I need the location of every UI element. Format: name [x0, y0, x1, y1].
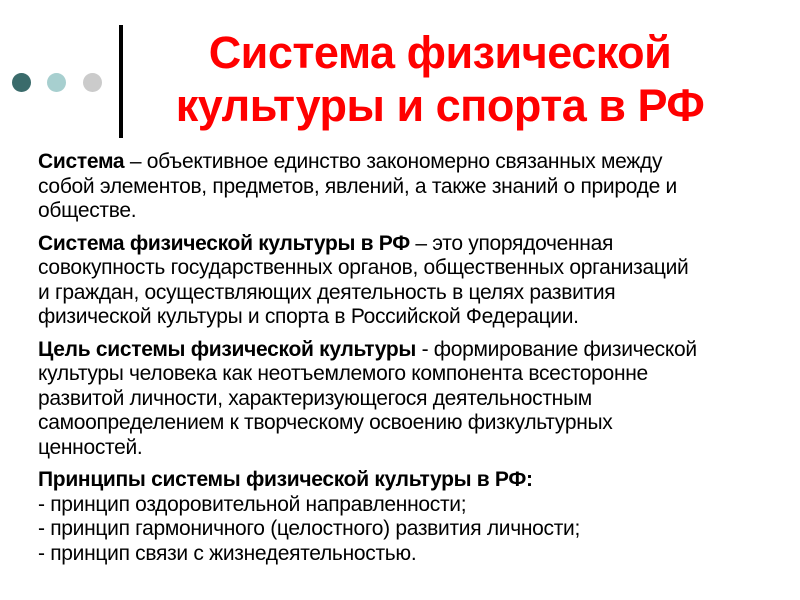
paragraph-lead-rest: – это упорядоченная [409, 231, 614, 255]
paragraph-lead-rest: - формирование физической [416, 337, 697, 361]
paragraph [38, 338, 778, 461]
page-title-line-2: культуры и спорта в РФ [175, 80, 705, 131]
paragraph-lead: Цель системы физической культуры [38, 337, 417, 361]
text-line [38, 150, 778, 175]
paragraph-lead-rest: – объективное единство закономерно связанных между [124, 150, 663, 173]
gray-dot-icon [83, 73, 102, 92]
paragraph [38, 232, 778, 330]
text-line: - принцип оздоровительной направленности; [38, 492, 467, 516]
light-teal-dot-icon [47, 73, 66, 92]
text-line: обществе. [38, 199, 137, 222]
page-title [125, 26, 755, 132]
paragraph [38, 150, 778, 224]
text-line: совокупность государственных органов, общественных организаций [38, 256, 689, 279]
text-line: ценностей. [38, 435, 143, 459]
dark-teal-dot-icon [12, 73, 31, 92]
text-line [38, 232, 778, 257]
body-text [38, 150, 778, 574]
text-line [38, 338, 778, 363]
text-line: культуры человека как неотъемлемого компонента всесторонне [38, 362, 648, 385]
text-line: самоопределением к творческому освоению физкультурных [38, 411, 613, 434]
text-line: физической культуры и спорта в Российской Федерации. [38, 305, 579, 328]
paragraph-lead: Принципы системы физической культуры в РФ: [38, 468, 533, 491]
text-line [38, 468, 778, 493]
text-line: развитой личности, характеризующегося деятельностным [38, 386, 592, 410]
paragraph-lead: Система [38, 150, 125, 173]
text-line: и граждан, осуществляющих деятельность в целях развития [38, 280, 616, 304]
paragraph [38, 468, 778, 566]
paragraph-lead: Система физической культуры в РФ [38, 231, 410, 255]
text-line: собой элементов, предметов, явлений, а также знаний о природе и [38, 174, 677, 198]
text-line: - принцип гармоничного (целостного) развития личности; [38, 517, 581, 540]
title-divider-line [119, 25, 123, 138]
page-title-line-1: Система физической [208, 27, 672, 78]
text-line: - принцип связи с жизнедеятельностью. [38, 541, 417, 565]
